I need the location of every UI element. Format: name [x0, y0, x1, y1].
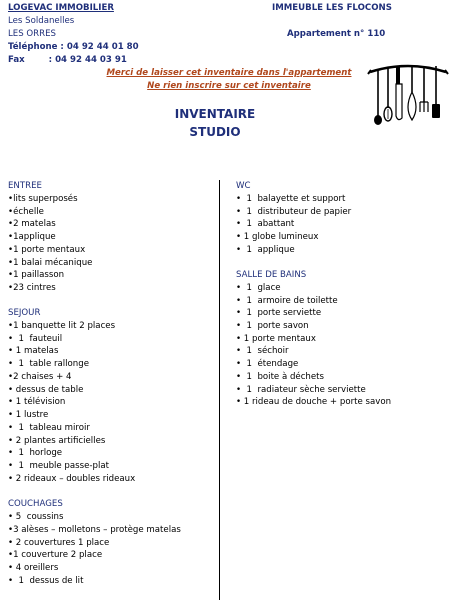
list-item: • 1 séchoir [236, 346, 289, 356]
notice-line-1: Merci de laisser cet inventaire dans l'appartement [106, 68, 352, 78]
list-item: •lits superposés [8, 194, 78, 204]
list-item: • 1 tableau miroir [8, 423, 90, 433]
apartment-number: Appartement n° 110 [287, 29, 386, 39]
list-item: •2 chaises + 4 [8, 372, 72, 382]
agency-name: LOGEVAC IMMOBILIER [8, 3, 114, 13]
list-item: • 1 horloge [8, 448, 63, 458]
list-item: •1 balai mécanique [8, 258, 93, 268]
list-item: •1 banquette lit 2 places [8, 321, 116, 331]
list-item: • 1 radiateur sèche serviette [236, 385, 366, 395]
list-item: • 2 plantes artificielles [8, 436, 106, 446]
list-item: • 5 coussins [8, 512, 64, 522]
list-item: • 1 balayette et support [236, 194, 346, 204]
list-item: •échelle [8, 207, 44, 217]
section-heading-salle-de-bains: SALLE DE BAINS [236, 270, 307, 280]
list-item: • 1 rideau de douche + porte savon [236, 397, 392, 407]
list-item: • 1 armoire de toilette [236, 296, 338, 306]
list-item: •3 alèses – molletons – protège matelas [8, 525, 181, 535]
agency-phone: Téléphone : 04 92 44 01 80 [8, 42, 139, 52]
list-item: • 1 lustre [8, 410, 49, 420]
section-heading-entree: ENTREE [8, 181, 42, 191]
list-item: •2 matelas [8, 219, 56, 229]
list-item: • 1 distributeur de papier [236, 207, 352, 217]
list-item: • 4 oreillers [8, 563, 59, 573]
list-item: • 1 globe lumineux [236, 232, 319, 242]
list-item: • 1 applique [236, 245, 295, 255]
list-item: • 1 abattant [236, 219, 295, 229]
list-item: •1 paillasson [8, 270, 65, 280]
agency-address-1: Les Soldanelles [8, 16, 75, 26]
list-item: • 2 couvertures 1 place [8, 538, 110, 548]
list-item: • dessus de table [8, 385, 84, 395]
list-item: • 1 porte savon [236, 321, 309, 331]
list-item: • 1 fauteuil [8, 334, 63, 344]
list-item: • 1 table rallonge [8, 359, 89, 369]
list-item: •23 cintres [8, 283, 56, 293]
list-item: • 1 télévision [8, 397, 66, 407]
list-item: • 1 porte mentaux [236, 334, 316, 344]
list-item: •1 couverture 2 place [8, 550, 103, 560]
notice-line-2: Ne rien inscrire sur cet inventaire [147, 81, 311, 91]
list-item: • 1 matelas [8, 346, 59, 356]
title-studio: STUDIO [189, 125, 241, 139]
list-item: • 1 meuble passe-plat [8, 461, 109, 471]
list-item: • 1 porte serviette [236, 308, 322, 318]
list-item: • 2 rideaux – doubles rideaux [8, 474, 136, 484]
list-item: •1applique [8, 232, 56, 242]
list-item: • 1 dessus de lit [8, 576, 84, 586]
section-heading-wc: WC [236, 181, 251, 191]
list-item: • 1 glace [236, 283, 281, 293]
list-item: •1 porte mentaux [8, 245, 86, 255]
title-inventory: INVENTAIRE [174, 107, 256, 121]
section-heading-sejour: SEJOUR [8, 308, 41, 318]
section-heading-couchages: COUCHAGES [8, 499, 63, 509]
column-divider [219, 180, 220, 600]
building-name: IMMEUBLE LES FLOCONS [272, 3, 392, 13]
list-item: • 1 boite à déchets [236, 372, 324, 382]
agency-fax: Fax : 04 92 44 03 91 [8, 55, 127, 65]
agency-address-2: LES ORRES [8, 29, 56, 39]
list-item: • 1 étendage [236, 359, 299, 369]
